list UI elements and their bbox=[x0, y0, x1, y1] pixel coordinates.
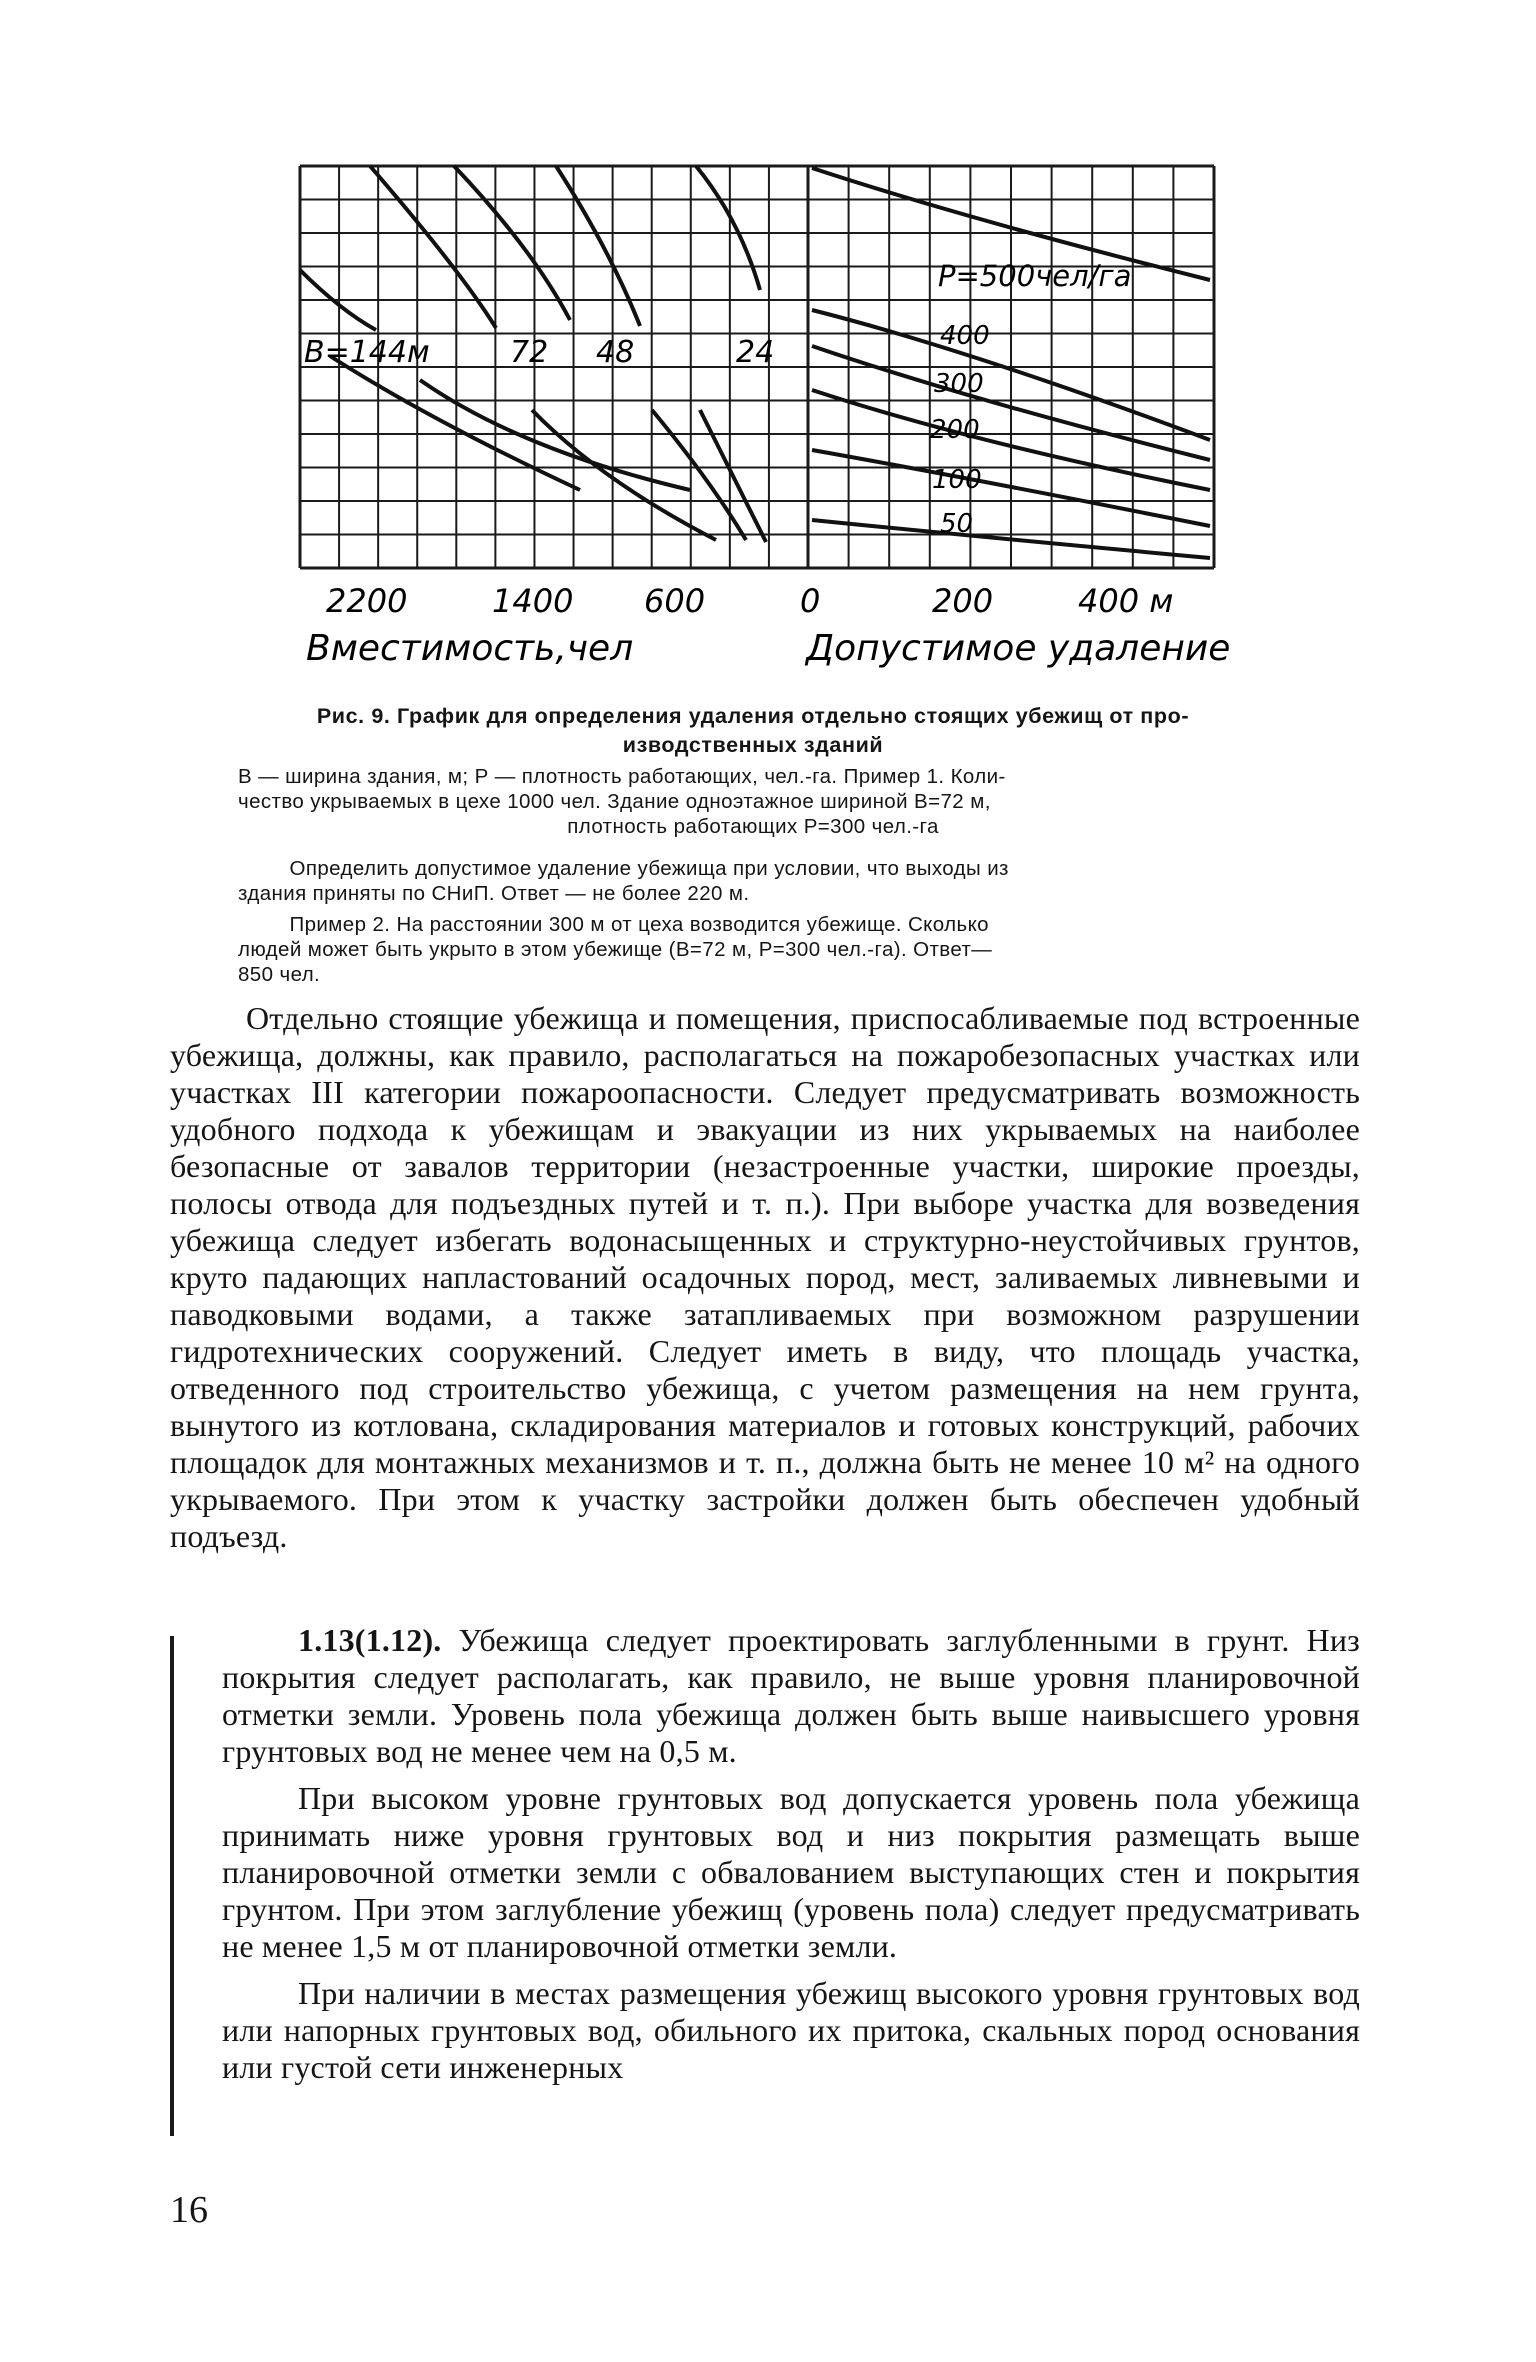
nomogram-svg bbox=[270, 160, 1270, 680]
caption-title-line1: Рис. 9. График для определения удаления отдельно стоящих убежищ от про- bbox=[316, 704, 1190, 728]
caption-example2-line3: 850 чел. bbox=[238, 963, 321, 986]
x-right-axis-label: Допустимое удаление bbox=[806, 628, 1231, 669]
curve-b48-upper bbox=[454, 166, 570, 320]
curve-b24-upper bbox=[556, 166, 640, 326]
caption-example2-line2: людей может быть укрыто в этом убежище (В=72 м, Р=300 чел.-га). Ответ— bbox=[238, 938, 993, 961]
section-number: 1.13(1.12). bbox=[298, 1622, 442, 1658]
caption-question-line2: здания приняты по СНиП. Ответ — не более 220 м. bbox=[238, 882, 750, 905]
left-tick-1400: 1400 bbox=[492, 582, 574, 620]
caption-question bbox=[238, 856, 1268, 906]
width-label-144: В=144м bbox=[304, 335, 430, 370]
width-label-24: 24 bbox=[736, 335, 775, 370]
body-paragraph-2-text: Убежища следует проектировать заглубленными в грунт. Низ покрытия следует располагать, как правило, не выше уровня планировочной отметки земли. Уровень пола убежища должен быть выше наивысшего уровня грунтовых вод не менее чем на 0,5 м. bbox=[222, 1622, 1360, 1769]
right-tick-0: 0 bbox=[800, 582, 821, 620]
body-section-block bbox=[222, 1622, 1360, 2086]
right-tick-400: 400 м bbox=[1078, 582, 1174, 620]
left-tick-600: 600 bbox=[644, 582, 706, 620]
density-label-400: 400 bbox=[940, 321, 990, 351]
body-paragraph-3: При высоком уровне грунтовых вод допускается уровень пола убежища принимать ниже уровня грунтовых вод и низ покрытия размещать выше планировочной отметки земли с обвалованием выступающих стен и покрытия грунтом. При этом заглубление убежищ (уровень пола) следует предусматривать не менее 1,5 м от планировочной отметки земли. bbox=[222, 1780, 1360, 1964]
body-paragraph-4: При наличии в местах размещения убежищ высокого уровня грунтовых вод или напорных грунтовых вод, обильного их притока, скальных пород основания или густой сети инженерных bbox=[222, 1975, 1360, 2085]
figure-caption-title bbox=[238, 702, 1268, 760]
caption-example2-line1: Пример 2. На расстоянии 300 м от цеха возводится убежище. Сколько bbox=[289, 913, 989, 936]
page-number: 16 bbox=[170, 2189, 208, 2231]
nomogram-figure bbox=[270, 160, 1270, 680]
density-label-500: Р=500чел/га bbox=[938, 259, 1132, 293]
width-label-72: 72 bbox=[510, 335, 549, 370]
revision-bar bbox=[170, 1636, 174, 2136]
right-tick-200: 200 bbox=[932, 582, 994, 620]
density-label-200: 200 bbox=[930, 415, 980, 445]
density-label-50: 50 bbox=[940, 509, 974, 539]
curve-b48-lower bbox=[532, 410, 716, 540]
caption-title-line2: изводственных зданий bbox=[622, 733, 884, 757]
body-paragraph-1: Отдельно стоящие убежища и помещения, приспосабливаемые под встроенные убежища, должны, как правило, располагаться на пожаробезопасных участках или участках III категории пожароопасности. Следует предусматривать возможность удобного подхода к убежищам и эвакуации из них укрываемых на наиболее безопасные от завалов территории (незастроенные участки, широкие проезды, полосы отвода для подъездных путей и т. п.). При выборе участка для возведения убежища следует избегать водонасыщенных и структурно-неустойчивых грунтов, круто падающих напластований осадочных пород, мест, заливаемых ливневыми и паводковыми водами, а также затапливаемых при возможном разрушении гидротехнических сооружений. Следует иметь в виду, что площадь участка, отведенного под строительство убежища, с учетом размещения на нем грунта, вынутого из котлована, складирования материалов и готовых конструкций, рабочих площадок для монтажных механизмов и т. п., должна быть не менее 10 м² на одного укрываемого. При этом к участку застройки должен быть обеспечен удобный подъезд. bbox=[170, 1000, 1360, 1554]
width-label-48: 48 bbox=[596, 335, 635, 370]
body-paragraph-2 bbox=[222, 1622, 1360, 1770]
caption-legend-line1: В — ширина здания, м; Р — плотность работающих, чел.-га. Пример 1. Коли- bbox=[238, 765, 1006, 788]
caption-example2 bbox=[238, 912, 1268, 987]
x-left-axis-label: Вместимость,чел bbox=[306, 628, 634, 669]
body-paragraph-1-block bbox=[170, 1000, 1360, 1555]
caption-legend-line3: плотность работающих Р=300 чел.-га bbox=[567, 815, 939, 838]
density-label-100: 100 bbox=[932, 465, 982, 495]
caption-legend-line2: чество укрываемых в цехе 1000 чел. Здание одноэтажное шириной В=72 м, bbox=[238, 790, 991, 813]
curve-b-upper-4 bbox=[696, 166, 760, 290]
density-label-300: 300 bbox=[934, 369, 984, 399]
left-tick-2200: 2200 bbox=[326, 582, 408, 620]
caption-question-line1: Определить допустимое удаление убежища при условии, что выходы из bbox=[289, 857, 1009, 880]
caption-legend bbox=[238, 764, 1268, 839]
